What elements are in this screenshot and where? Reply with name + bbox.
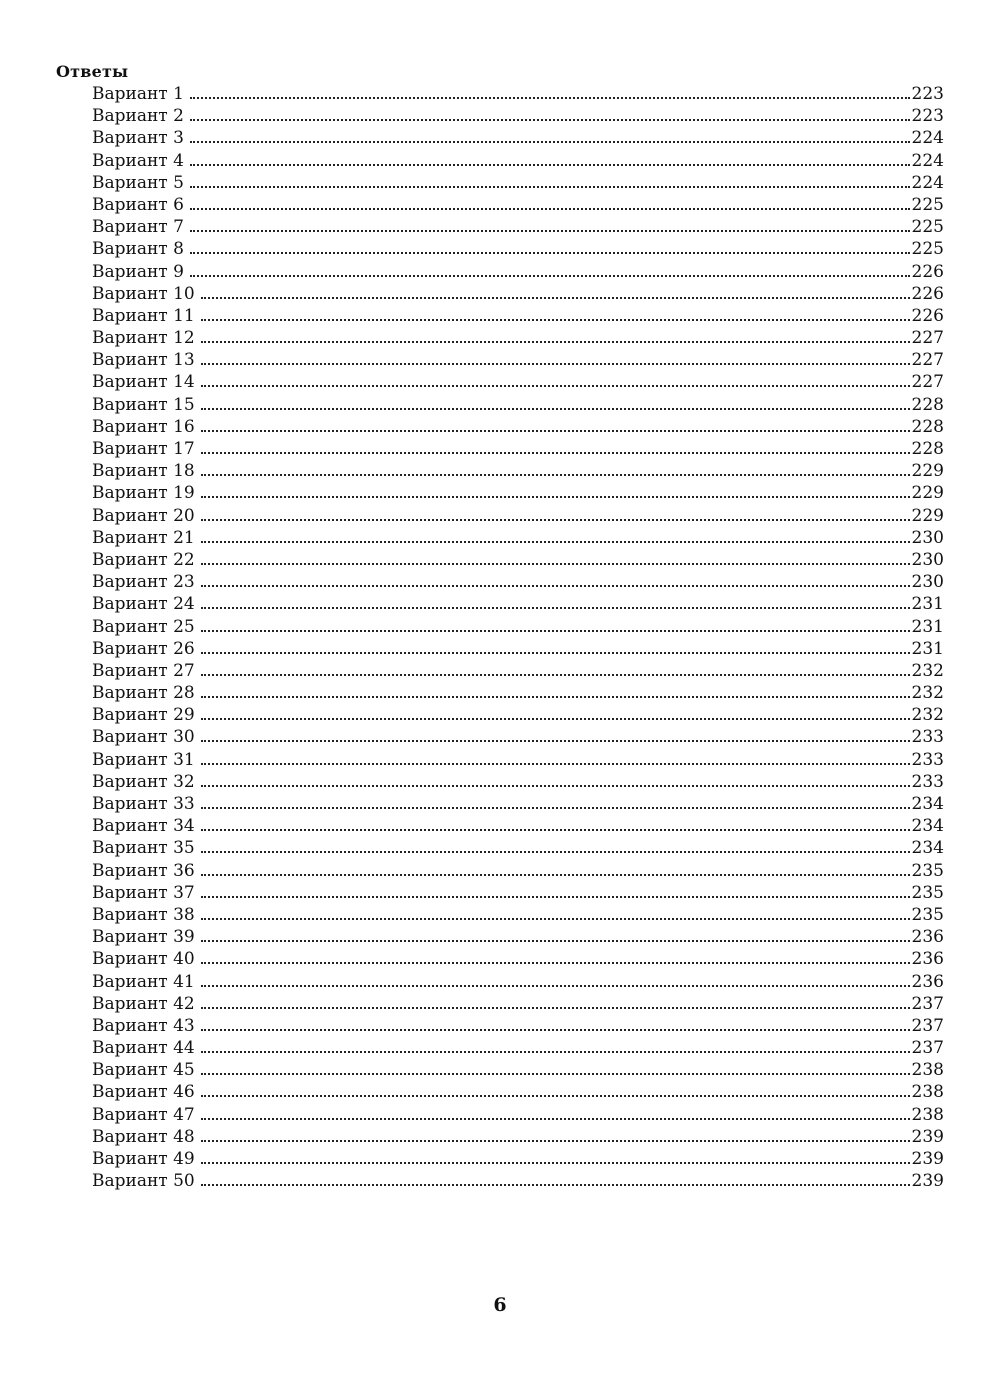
dot-leader — [201, 696, 910, 698]
toc-entry-page: 226 — [911, 261, 944, 282]
toc-entry — [92, 793, 944, 815]
toc-entry-label: Вариант 45 — [92, 1060, 195, 1081]
toc-entry-page: 229 — [911, 483, 944, 504]
toc-entry-label: Вариант 30 — [92, 727, 195, 748]
toc-entry — [92, 238, 944, 260]
dot-leader — [201, 940, 910, 942]
toc-entry-page: 230 — [911, 572, 944, 593]
toc-entry-label: Вариант 12 — [92, 328, 195, 349]
toc-entry-page: 236 — [911, 971, 944, 992]
dot-leader — [201, 341, 910, 343]
toc-entry-label: Вариант 48 — [92, 1126, 195, 1147]
toc-entry-page: 236 — [911, 949, 944, 970]
toc-entry-label: Вариант 26 — [92, 638, 195, 659]
toc-entry — [92, 1148, 944, 1170]
toc-entry-page: 238 — [911, 1104, 944, 1125]
toc-entry-label: Вариант 36 — [92, 860, 195, 881]
toc-entry — [92, 904, 944, 926]
dot-leader — [201, 1051, 910, 1053]
toc-entry — [92, 682, 944, 704]
toc-entry-page: 229 — [911, 461, 944, 482]
toc-entry — [92, 438, 944, 460]
dot-leader — [201, 496, 910, 498]
toc-entry — [92, 216, 944, 238]
toc-entry — [92, 1015, 944, 1037]
toc-entry-page: 229 — [911, 505, 944, 526]
toc-entry — [92, 327, 944, 349]
toc-entry — [92, 83, 944, 105]
toc-entry — [92, 837, 944, 859]
dot-leader — [201, 1184, 910, 1186]
dot-leader — [201, 585, 910, 587]
toc-entry-page: 226 — [911, 305, 944, 326]
dot-leader — [201, 452, 910, 454]
toc-entry-label: Вариант 43 — [92, 1015, 195, 1036]
toc-entry — [92, 150, 944, 172]
toc-entry-page: 227 — [911, 350, 944, 371]
dot-leader — [201, 985, 910, 987]
toc-entry-label: Вариант 17 — [92, 439, 195, 459]
toc-entry-label: Вариант 4 — [92, 150, 184, 171]
toc-entry — [92, 1059, 944, 1081]
toc-entry-label: Вариант 27 — [92, 660, 195, 681]
toc-entry — [92, 1037, 944, 1059]
toc-entry-page: 224 — [911, 150, 944, 171]
toc-entry-page: 224 — [911, 128, 944, 149]
toc-entry — [92, 460, 944, 482]
dot-leader — [190, 208, 910, 210]
dot-leader — [201, 652, 910, 654]
toc-entry — [92, 349, 944, 371]
toc-entry — [92, 593, 944, 615]
toc-entry — [92, 261, 944, 283]
toc-entry — [92, 1104, 944, 1126]
dot-leader — [201, 563, 910, 565]
toc-entry-page: 237 — [911, 993, 944, 1014]
toc-entry-label: Вариант 16 — [92, 416, 195, 437]
toc-entry-page: 234 — [911, 838, 944, 859]
toc-entry — [92, 283, 944, 305]
toc-entry-label: Вариант 3 — [92, 128, 184, 149]
toc-entry — [92, 749, 944, 771]
toc-entry-label: Вариант 5 — [92, 172, 184, 193]
dot-leader — [201, 363, 910, 365]
toc-entry — [92, 482, 944, 504]
toc-entry-label: Вариант 6 — [92, 194, 184, 215]
toc-entry — [92, 527, 944, 549]
toc-entry — [92, 1126, 944, 1148]
dot-leader — [201, 474, 910, 476]
dot-leader — [201, 896, 910, 898]
toc-entry-page: 239 — [911, 1149, 944, 1169]
toc-entry — [92, 105, 944, 127]
dot-leader — [201, 607, 910, 609]
dot-leader — [201, 785, 910, 787]
toc-entry-label: Вариант 14 — [92, 372, 195, 393]
toc-entry-label: Вариант 15 — [92, 394, 195, 415]
toc-entry-page: 233 — [911, 727, 944, 748]
toc-entry-page: 226 — [911, 283, 944, 304]
toc-entry-label: Вариант 38 — [92, 904, 195, 925]
toc-entry-label: Вариант 35 — [92, 838, 195, 859]
toc-entry — [92, 194, 944, 216]
toc-entry-label: Вариант 42 — [92, 993, 195, 1014]
toc-entry-label: Вариант 19 — [92, 483, 195, 504]
toc-entry-label: Вариант 32 — [92, 771, 195, 792]
dot-leader — [190, 97, 910, 99]
toc-entry-label: Вариант 34 — [92, 816, 195, 837]
dot-leader — [201, 1073, 910, 1075]
toc-entry-page: 227 — [911, 328, 944, 349]
toc-entry-label: Вариант 23 — [92, 572, 195, 593]
toc-entry-label: Вариант 37 — [92, 882, 195, 903]
dot-leader — [201, 674, 910, 676]
toc-entry-page: 223 — [911, 84, 944, 104]
toc-entry-label: Вариант 46 — [92, 1082, 195, 1103]
toc-entry-page: 232 — [911, 660, 944, 681]
toc-entry-label: Вариант 22 — [92, 549, 195, 570]
toc-entry-label: Вариант 50 — [92, 1171, 195, 1192]
toc-entry — [92, 860, 944, 882]
toc-entry — [92, 726, 944, 748]
toc-entry — [92, 704, 944, 726]
toc-entry-page: 234 — [911, 794, 944, 814]
toc-entry-label: Вариант 18 — [92, 461, 195, 482]
toc-entry-page: 228 — [911, 394, 944, 415]
toc-entry-label: Вариант 41 — [92, 971, 195, 992]
toc-entry-label: Вариант 10 — [92, 283, 195, 304]
toc-entry — [92, 815, 944, 837]
toc-entry — [92, 505, 944, 527]
toc-entry-label: Вариант 11 — [92, 305, 195, 326]
toc-entry-page: 228 — [911, 416, 944, 437]
dot-leader — [190, 275, 910, 277]
toc-entry-page: 224 — [911, 172, 944, 193]
toc-entry-label: Вариант 31 — [92, 749, 195, 770]
toc-entry-label: Вариант 20 — [92, 505, 195, 526]
toc-entry-page: 234 — [911, 816, 944, 837]
dot-leader — [201, 319, 910, 321]
table-of-contents — [92, 83, 944, 1192]
toc-entry-page: 231 — [911, 594, 944, 615]
dot-leader — [201, 385, 910, 387]
toc-entry — [92, 172, 944, 194]
toc-entry-page: 232 — [911, 683, 944, 704]
toc-entry — [92, 926, 944, 948]
toc-entry-page: 225 — [911, 239, 944, 260]
toc-entry — [92, 549, 944, 571]
dot-leader — [201, 807, 910, 809]
toc-entry-page: 227 — [911, 372, 944, 393]
toc-entry-page: 235 — [911, 904, 944, 925]
dot-leader — [201, 430, 910, 432]
toc-entry-label: Вариант 49 — [92, 1149, 195, 1169]
toc-entry — [92, 305, 944, 327]
toc-entry — [92, 638, 944, 660]
toc-entry-label: Вариант 7 — [92, 217, 184, 238]
toc-entry — [92, 1170, 944, 1192]
dot-leader — [201, 962, 910, 964]
toc-entry-page: 238 — [911, 1082, 944, 1103]
dot-leader — [190, 119, 910, 121]
toc-entry — [92, 1081, 944, 1103]
toc-entry-page: 232 — [911, 705, 944, 726]
toc-entry-label: Вариант 13 — [92, 350, 195, 371]
toc-entry-page: 235 — [911, 860, 944, 881]
toc-entry-label: Вариант 33 — [92, 794, 195, 814]
dot-leader — [201, 297, 910, 299]
page-number: 6 — [493, 1294, 507, 1316]
toc-entry-page: 225 — [911, 217, 944, 238]
toc-entry — [92, 993, 944, 1015]
toc-entry — [92, 971, 944, 993]
toc-entry — [92, 127, 944, 149]
dot-leader — [201, 1140, 910, 1142]
toc-entry — [92, 571, 944, 593]
toc-entry-label: Вариант 24 — [92, 594, 195, 615]
toc-entry — [92, 660, 944, 682]
dot-leader — [201, 718, 910, 720]
dot-leader — [201, 541, 910, 543]
dot-leader — [201, 763, 910, 765]
dot-leader — [201, 1007, 910, 1009]
toc-entry-page: 233 — [911, 771, 944, 792]
toc-entry-page: 231 — [911, 638, 944, 659]
toc-entry — [92, 416, 944, 438]
toc-entry-label: Вариант 28 — [92, 683, 195, 704]
toc-entry — [92, 616, 944, 638]
toc-entry-page: 237 — [911, 1038, 944, 1059]
dot-leader — [201, 829, 910, 831]
toc-entry-label: Вариант 47 — [92, 1104, 195, 1125]
dot-leader — [201, 740, 910, 742]
dot-leader — [201, 918, 910, 920]
toc-entry-page: 239 — [911, 1126, 944, 1147]
toc-entry-label: Вариант 8 — [92, 239, 184, 260]
toc-entry-page: 228 — [911, 439, 944, 459]
toc-entry — [92, 394, 944, 416]
dot-leader — [201, 630, 910, 632]
toc-entry-label: Вариант 1 — [92, 84, 184, 104]
section-title: Ответы — [56, 62, 129, 81]
toc-entry — [92, 948, 944, 970]
toc-entry-page: 223 — [911, 106, 944, 127]
toc-entry — [92, 882, 944, 904]
toc-entry-label: Вариант 29 — [92, 705, 195, 726]
toc-entry-label: Вариант 44 — [92, 1038, 195, 1059]
dot-leader — [190, 230, 910, 232]
toc-entry-page: 238 — [911, 1060, 944, 1081]
toc-entry-page: 230 — [911, 527, 944, 548]
dot-leader — [190, 164, 910, 166]
toc-entry-label: Вариант 9 — [92, 261, 184, 282]
dot-leader — [201, 519, 910, 521]
dot-leader — [201, 874, 910, 876]
dot-leader — [201, 1162, 910, 1164]
toc-entry — [92, 771, 944, 793]
dot-leader — [201, 851, 910, 853]
dot-leader — [190, 186, 910, 188]
toc-entry — [92, 371, 944, 393]
toc-entry-label: Вариант 25 — [92, 616, 195, 637]
toc-entry-page: 231 — [911, 616, 944, 637]
dot-leader — [190, 252, 910, 254]
toc-entry-label: Вариант 2 — [92, 106, 184, 127]
toc-entry-label: Вариант 39 — [92, 927, 195, 948]
toc-entry-page: 237 — [911, 1015, 944, 1036]
dot-leader — [201, 1029, 910, 1031]
toc-entry-page: 225 — [911, 194, 944, 215]
toc-entry-page: 230 — [911, 549, 944, 570]
toc-entry-label: Вариант 21 — [92, 527, 195, 548]
dot-leader — [190, 141, 910, 143]
toc-entry-page: 236 — [911, 927, 944, 948]
toc-entry-page: 233 — [911, 749, 944, 770]
toc-entry-page: 239 — [911, 1171, 944, 1192]
toc-entry-label: Вариант 40 — [92, 949, 195, 970]
dot-leader — [201, 1118, 910, 1120]
dot-leader — [201, 1095, 910, 1097]
toc-entry-page: 235 — [911, 882, 944, 903]
dot-leader — [201, 408, 910, 410]
